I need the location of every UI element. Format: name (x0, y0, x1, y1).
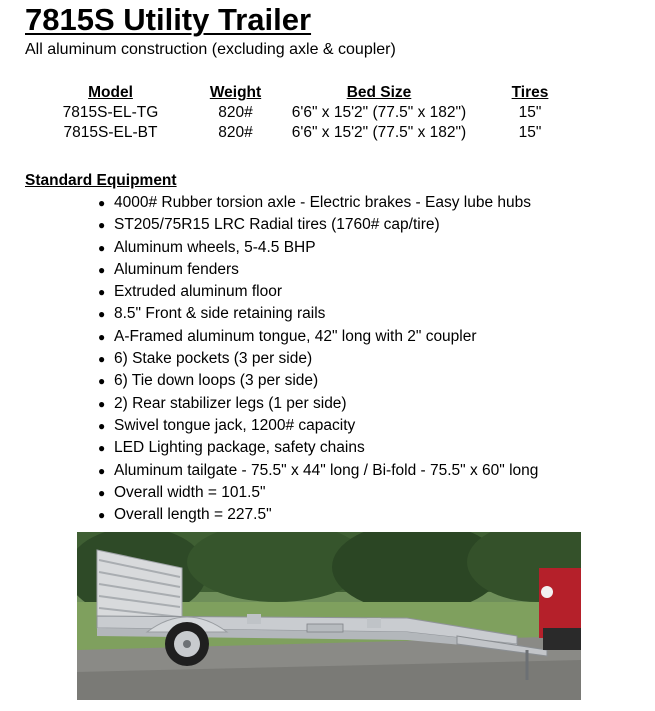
cell-weight: 820# (218, 124, 253, 141)
list-item-text: LED Lighting package, safety chains (114, 439, 365, 457)
list-item (98, 505, 538, 527)
cell-bed-size: 6'6" x 15'2" (77.5" x 182") (291, 104, 467, 121)
bullet-icon: ● (98, 485, 106, 500)
list-item (98, 260, 538, 282)
list-item-text: A-Framed aluminum tongue, 42" long with 2" coupler (114, 327, 477, 345)
bullet-icon: ● (98, 240, 106, 255)
cell-tires: 15" (518, 104, 542, 121)
list-item-text: Overall length = 227.5" (114, 506, 272, 524)
list-item (98, 416, 538, 438)
list-item-text: Aluminum wheels, 5-4.5 BHP (114, 238, 316, 256)
bullet-icon: ● (98, 441, 106, 456)
column-header-tires: Tires (511, 84, 549, 101)
column-header-model: Model (88, 84, 133, 101)
list-item-text: Aluminum fenders (114, 260, 239, 278)
list-item-text: 6) Tie down loops (3 per side) (114, 372, 319, 390)
list-item (98, 327, 538, 349)
table-row (40, 103, 592, 123)
cell-tires: 15" (518, 124, 542, 141)
bullet-icon: ● (98, 463, 106, 478)
equipment-heading: Standard Equipment (25, 172, 177, 189)
cell-weight: 820# (218, 104, 253, 121)
bullet-icon: ● (98, 218, 106, 233)
specs-table (40, 83, 592, 143)
list-item (98, 282, 538, 304)
list-item (98, 193, 538, 215)
list-item-text: 4000# Rubber torsion axle - Electric brakes - Easy lube hubs (114, 194, 531, 211)
list-item-text: Extruded aluminum floor (114, 283, 282, 301)
bullet-icon: ● (98, 396, 106, 411)
list-item (98, 461, 538, 483)
page-subtitle: All aluminum construction (excluding axle & coupler) (25, 41, 396, 58)
bullet-icon: ● (98, 196, 106, 210)
bullet-icon: ● (98, 508, 106, 523)
cell-model: 7815S-EL-BT (63, 124, 158, 141)
list-item-text: Swivel tongue jack, 1200# capacity (114, 416, 356, 434)
bullet-icon: ● (98, 329, 106, 344)
list-item (98, 371, 538, 393)
list-item (98, 215, 538, 237)
list-item (98, 483, 538, 505)
list-item-text: ST205/75R15 LRC Radial tires (1760# cap/tire) (114, 216, 440, 234)
table-row (40, 123, 592, 143)
list-item (98, 238, 538, 260)
bullet-icon: ● (98, 374, 106, 389)
list-item-text: 8.5" Front & side retaining rails (114, 305, 326, 323)
list-item-text: 2) Rear stabilizer legs (1 per side) (114, 394, 347, 412)
bullet-icon: ● (98, 285, 106, 300)
trailer-photo-illustration (77, 532, 581, 700)
specs-header-row (40, 83, 592, 103)
column-header-weight: Weight (209, 84, 262, 101)
list-item-text: 6) Stake pockets (3 per side) (114, 350, 313, 368)
page-title: 7815S Utility Trailer (25, 2, 312, 37)
list-item (98, 304, 538, 326)
cell-model: 7815S-EL-TG (62, 104, 159, 121)
cell-bed-size: 6'6" x 15'2" (77.5" x 182") (291, 124, 467, 141)
list-item (98, 394, 538, 416)
list-item-text: Overall width = 101.5" (114, 483, 266, 501)
equipment-list (98, 193, 538, 527)
bullet-icon: ● (98, 307, 106, 322)
column-header-bed-size: Bed Size (346, 84, 412, 101)
bullet-icon: ● (98, 418, 106, 433)
list-item (98, 438, 538, 460)
bullet-icon: ● (98, 262, 106, 277)
list-item (98, 349, 538, 371)
bullet-icon: ● (98, 352, 106, 367)
list-item-text: Aluminum tailgate - 75.5" x 44" long / Bi-fold - 75.5" x 60" long (114, 461, 539, 479)
trailer-photo (77, 532, 581, 700)
